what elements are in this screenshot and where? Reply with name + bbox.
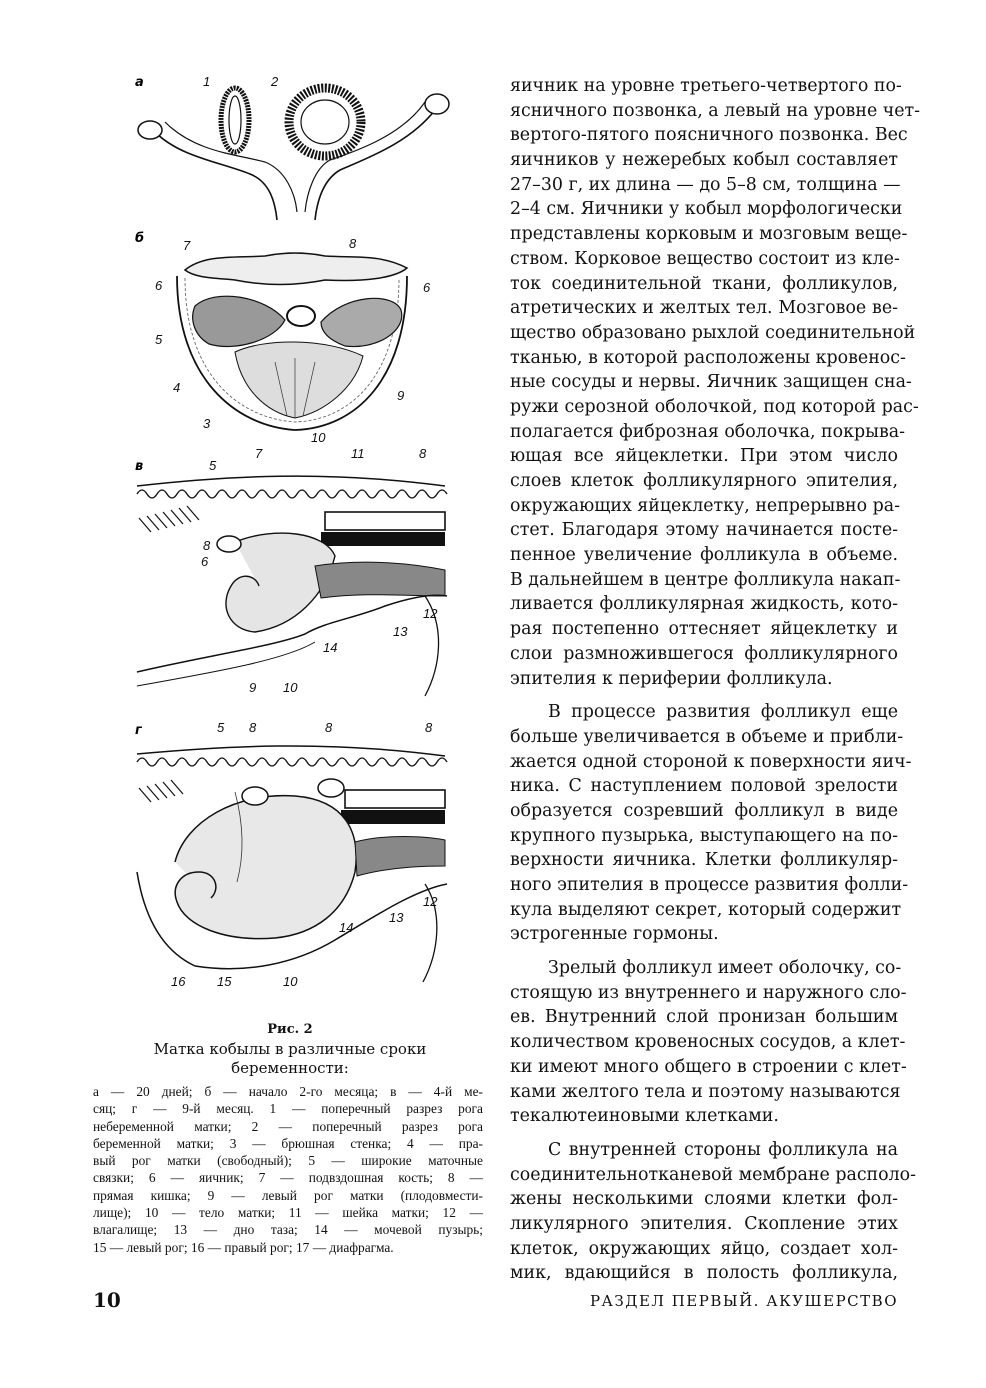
body-line: тканью, в которой расположены кровенос- — [510, 347, 906, 368]
label-g-12: 12 — [423, 894, 438, 909]
figure-panel-g — [125, 712, 460, 988]
label-v-8-top: 8 — [419, 446, 427, 461]
body-line: 27–30 г, их длина — до 5–8 см, толщина — — [510, 174, 901, 195]
body-line: В дальнейшем в центре фолликула накап- — [510, 569, 901, 590]
body-line: соединительнотканевой мембране располо- — [510, 1164, 917, 1185]
figure-number: Рис. 2 — [267, 1022, 313, 1037]
panel-letter-v: в — [135, 459, 144, 474]
body-line: 2–4 см. Яичники у кобыл морфологически — [510, 199, 903, 220]
label-b-10: 10 — [311, 430, 326, 445]
label-v-10: 10 — [283, 680, 298, 695]
label-g-15: 15 — [217, 974, 232, 988]
label-v-8-left: 8 — [203, 538, 211, 553]
label-a-1: 1 — [203, 74, 211, 89]
body-line: С внутренней стороны фолликула на — [548, 1139, 898, 1160]
label-b-3: 3 — [203, 416, 211, 431]
body-line: атретических и желтых тел. Мозговое ве- — [510, 298, 898, 319]
label-g-8-b: 8 — [325, 720, 333, 735]
body-line: кула выделяют секрет, который содержит — [510, 899, 902, 920]
body-line: ные сосуды и нервы. Яичник защищен сна- — [510, 372, 912, 393]
figure-legend — [93, 1083, 483, 1256]
legend-line: 15 — левый рог; 16 — правый рог; 17 — диафрагма. — [93, 1239, 394, 1255]
uterus-2-months-illustration — [125, 228, 460, 448]
body-line: ством. Корковое вещество состоит из кле- — [510, 248, 900, 269]
body-line: щество образовано рыхлой соединительной — [510, 322, 916, 343]
label-g-13: 13 — [389, 910, 404, 925]
legend-line: связки; 6 — яичник; 7 — подвздошная кость; 8 — — [93, 1170, 483, 1186]
body-line: яичников у нежеребых кобыл составляет — [510, 150, 898, 171]
body-line: вертого-пятого поясничного позвонка. Вес — [510, 125, 908, 146]
label-b-6-right: 6 — [423, 280, 431, 295]
label-g-5: 5 — [217, 720, 225, 735]
body-line: пенное увеличение фолликула в объеме. — [510, 545, 898, 566]
body-line: эпителия к периферии фолликула. — [510, 668, 833, 689]
panel-letter-g: г — [135, 723, 142, 738]
legend-line: вый рог матки (свободный); 5 — широкие маточные — [93, 1153, 483, 1169]
legend-line: небеременной матки; 2 — поперечный разрез рога — [93, 1118, 483, 1134]
body-line: ника. С наступлением половой зрелости — [510, 776, 898, 797]
label-v-5: 5 — [209, 458, 217, 473]
body-line: ливается фолликулярная жидкость, кото- — [510, 594, 898, 615]
body-line: слои размножившегося фолликулярного — [510, 643, 898, 664]
body-line: ружи серозной оболочкой, под которой рас- — [510, 396, 919, 417]
body-line: текалютеиновыми клетками. — [510, 1106, 779, 1127]
body-line: мик, вдающийся в полость фолликула, — [510, 1263, 898, 1284]
body-line: эстрогенные гормоны. — [510, 924, 719, 945]
body-line: представлены корковым и мозговым веще- — [510, 224, 908, 245]
body-line: Зрелый фолликул имеет оболочку, со- — [548, 958, 902, 979]
body-line: ликулярного эпителия. Скопление этих — [510, 1213, 898, 1234]
uterus-20-days-illustration — [125, 62, 460, 222]
legend-line: беременной матки; 3 — брюшная стенка; 4 — пра- — [93, 1135, 483, 1151]
body-line: ясничного позвонка, а левый на уровне чет- — [510, 100, 921, 121]
body-line: ного эпителия в процессе развития фолли- — [510, 875, 909, 895]
body-line: больше увеличивается в объеме и прибли- — [510, 726, 904, 747]
body-line: жается одной стороной к поверхности яич- — [510, 751, 912, 772]
body-line: окружающих яйцеклетку, непрерывно ра- — [510, 495, 900, 516]
uterus-9-months-illustration — [125, 712, 460, 988]
figure-title-line: Матка кобылы в различные сроки — [153, 1040, 427, 1058]
figure-title — [100, 1040, 480, 1078]
label-b-6-left: 6 — [155, 278, 163, 293]
label-v-14: 14 — [323, 640, 338, 655]
body-line: крупного пузырька, выступающего на по- — [510, 825, 898, 846]
legend-line: влагалище; 13 — дно таза; 14 — мочевой пузырь; — [93, 1222, 483, 1238]
legend-line: прямая кишка; 9 — левый рог матки (плодовмести- — [93, 1187, 483, 1203]
legend-line: а — 20 дней; б — начало 2-го месяца; в — 4-й ме- — [93, 1084, 483, 1099]
label-g-8-c: 8 — [425, 720, 433, 735]
legend-line: лище); 10 — тело матки; 11 — шейка матки; 12 — — [93, 1205, 483, 1221]
body-line: ющая все яйцеклетки. При этом число — [510, 446, 898, 467]
body-line: жены несколькими слоями клетки фол- — [510, 1189, 898, 1210]
panel-letter-b: б — [135, 231, 145, 246]
label-b-9: 9 — [397, 388, 405, 403]
body-line: верхности яичника. Клетки фолликуляр- — [510, 850, 898, 871]
body-line: ев. Внутренний слой пронизан большим — [510, 1007, 898, 1028]
body-line: яичник на уровне третьего-четвертого по- — [510, 76, 902, 96]
label-g-16: 16 — [171, 974, 186, 988]
panel-letter-a: а — [135, 75, 144, 90]
body-text-column — [510, 74, 921, 1286]
page-number: 10 — [93, 1288, 121, 1312]
figure-panel-v — [125, 446, 460, 700]
body-line: стоящую из внутреннего и наружного сло- — [510, 982, 907, 1003]
label-v-11: 11 — [351, 446, 365, 461]
body-line: образуется созревший фолликул в виде — [510, 800, 898, 821]
label-b-4: 4 — [173, 380, 181, 395]
running-head: РАЗДЕЛ ПЕРВЫЙ. АКУШЕРСТВО — [589, 1292, 898, 1310]
body-line: ками желтого тела и поэтому называются — [510, 1081, 901, 1102]
legend-line: сяц; г — 9-й месяц. 1 — поперечный разрез рога — [93, 1101, 483, 1117]
label-v-7: 7 — [255, 446, 263, 461]
figure-panel-b — [125, 228, 460, 448]
body-line: стет. Благодаря этому начинается посте- — [510, 520, 898, 541]
label-b-5: 5 — [155, 332, 163, 347]
body-line: количеством кровеносных сосудов, а клет- — [510, 1032, 906, 1053]
label-b-7: 7 — [183, 238, 191, 253]
label-v-9: 9 — [249, 680, 257, 695]
body-line: рая постепенно оттесняет яйцеклетку и — [510, 619, 898, 640]
figure-panel-a — [125, 62, 460, 222]
label-a-2: 2 — [271, 74, 279, 89]
label-g-10: 10 — [283, 974, 298, 988]
label-g-14: 14 — [339, 920, 354, 935]
label-g-8-a: 8 — [249, 720, 257, 735]
label-v-12: 12 — [423, 606, 438, 621]
label-v-6: 6 — [201, 554, 209, 569]
body-line: ток соединительной ткани, фолликулов, — [510, 273, 898, 294]
body-line: ки имеют много общего в строении с клет- — [510, 1056, 907, 1077]
body-line: клеток, окружающих яйцо, создает хол- — [510, 1238, 898, 1259]
uterus-4-months-illustration — [125, 446, 460, 700]
body-line: В процессе развития фолликул еще — [548, 702, 898, 723]
label-b-8: 8 — [349, 236, 357, 251]
body-line: слоев клеток фолликулярного эпителия, — [510, 471, 898, 491]
figure-title-line: беременности: — [231, 1059, 349, 1077]
body-line: полагается фиброзная оболочка, покрыва- — [510, 421, 905, 442]
label-v-13: 13 — [393, 624, 408, 639]
